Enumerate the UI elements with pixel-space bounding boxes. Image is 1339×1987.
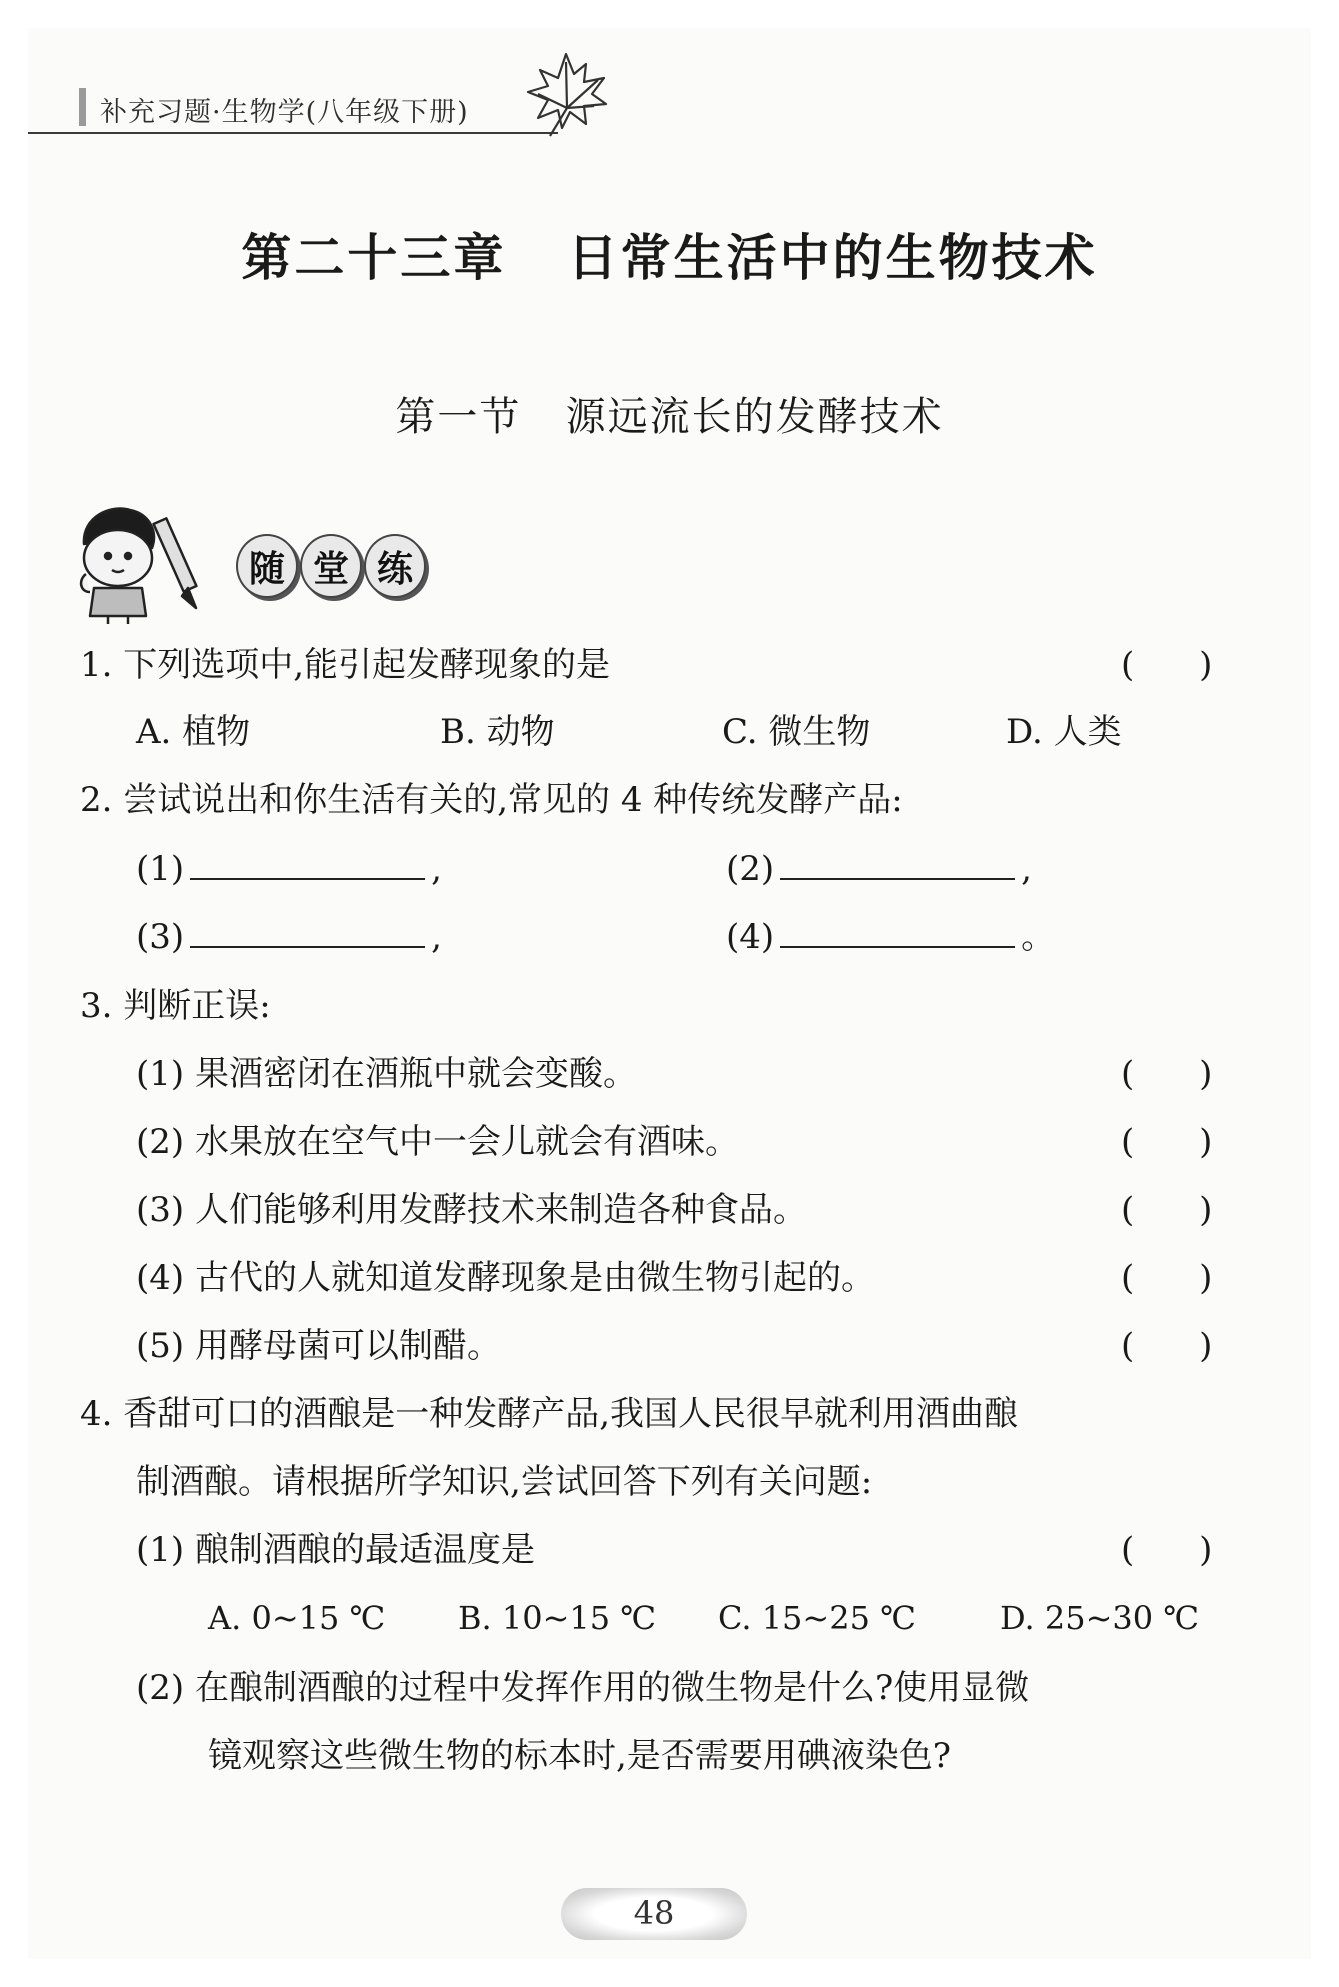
q2-item-4 <box>726 916 1055 957</box>
q2-item-3 <box>136 916 442 957</box>
q3-paren-4: ( ) <box>1121 1258 1213 1298</box>
q3-item-4: (4) 古代的人就知道发酵现象是由微生物引起的。 <box>136 1258 875 1298</box>
maple-leaf-icon <box>520 48 612 140</box>
q1-stem: 1. 下列选项中,能引起发酵现象的是 <box>80 645 611 685</box>
q4-option-b: B. 10~15 ℃ <box>458 1599 657 1637</box>
q1-option-a: A. 植物 <box>136 712 251 752</box>
header-bar <box>79 88 86 126</box>
q2-item-2-label: (2) <box>726 849 775 889</box>
chapter-title: 第二十三章 日常生活中的生物技术 <box>241 229 1098 287</box>
q1-option-d: D. 人类 <box>1006 712 1122 752</box>
q2-blank-2[interactable] <box>780 848 1015 880</box>
q3-paren-5: ( ) <box>1121 1326 1213 1366</box>
q3-stem: 3. 判断正误: <box>80 986 271 1026</box>
q4-option-d: D. 25~30 ℃ <box>1000 1599 1200 1637</box>
q2-blank-4[interactable] <box>780 916 1015 948</box>
q3-item-1: (1) 果酒密闭在酒瓶中就会变酸。 <box>136 1054 637 1094</box>
q2-item-2-end: , <box>1021 849 1032 889</box>
q4-stem-line2: 制酒酿。请根据所学知识,尝试回答下列有关问题: <box>136 1462 873 1502</box>
q4-sub1-stem: (1) 酿制酒酿的最适温度是 <box>136 1530 535 1570</box>
q2-item-1 <box>136 848 442 889</box>
q3-item-3: (3) 人们能够利用发酵技术来制造各种食品。 <box>136 1190 807 1230</box>
q2-item-1-end: , <box>431 849 442 889</box>
q2-item-4-end: 。 <box>1021 917 1056 957</box>
q4-stem-line1: 4. 香甜可口的酒酿是一种发酵产品,我国人民很早就利用酒曲酿 <box>80 1394 1019 1434</box>
q1-answer-paren: ( ) <box>1121 645 1213 685</box>
q2-item-3-end: , <box>431 917 442 957</box>
q2-item-4-label: (4) <box>726 917 775 957</box>
q3-item-5: (5) 用酵母菌可以制醋。 <box>136 1326 501 1366</box>
running-header: 补充习题·生物学(八年级下册) <box>100 97 469 128</box>
q4-option-c: C. 15~25 ℃ <box>718 1599 916 1637</box>
q3-item-2: (2) 水果放在空气中一会儿就会有酒味。 <box>136 1122 739 1162</box>
header-rule <box>28 132 558 134</box>
q2-blank-1[interactable] <box>190 848 425 880</box>
q2-item-1-label: (1) <box>136 849 185 889</box>
q4-sub2-line2: 镜观察这些微生物的标本时,是否需要用碘液染色? <box>208 1736 952 1776</box>
q2-item-2 <box>726 848 1032 889</box>
badge-sui: 随 <box>236 534 298 598</box>
student-mascot-icon <box>72 496 207 626</box>
q3-paren-3: ( ) <box>1121 1190 1213 1230</box>
q2-item-3-label: (3) <box>136 917 185 957</box>
q4-sub1-paren: ( ) <box>1121 1530 1213 1570</box>
badge-tang: 堂 <box>300 534 362 598</box>
page-number: 48 <box>633 1894 675 1932</box>
q3-paren-1: ( ) <box>1121 1054 1213 1094</box>
q1-option-c: C. 微生物 <box>722 712 871 752</box>
q3-paren-2: ( ) <box>1121 1122 1213 1162</box>
q4-sub2-line1: (2) 在酿制酒酿的过程中发挥作用的微生物是什么?使用显微 <box>136 1668 1030 1708</box>
q2-stem: 2. 尝试说出和你生活有关的,常见的 4 种传统发酵产品: <box>80 780 903 820</box>
q4-option-a: A. 0~15 ℃ <box>208 1599 386 1637</box>
section-title: 第一节 源远流长的发酵技术 <box>395 394 944 440</box>
q1-option-b: B. 动物 <box>440 712 555 752</box>
badge-lian: 练 <box>364 534 426 598</box>
q2-blank-3[interactable] <box>190 916 425 948</box>
